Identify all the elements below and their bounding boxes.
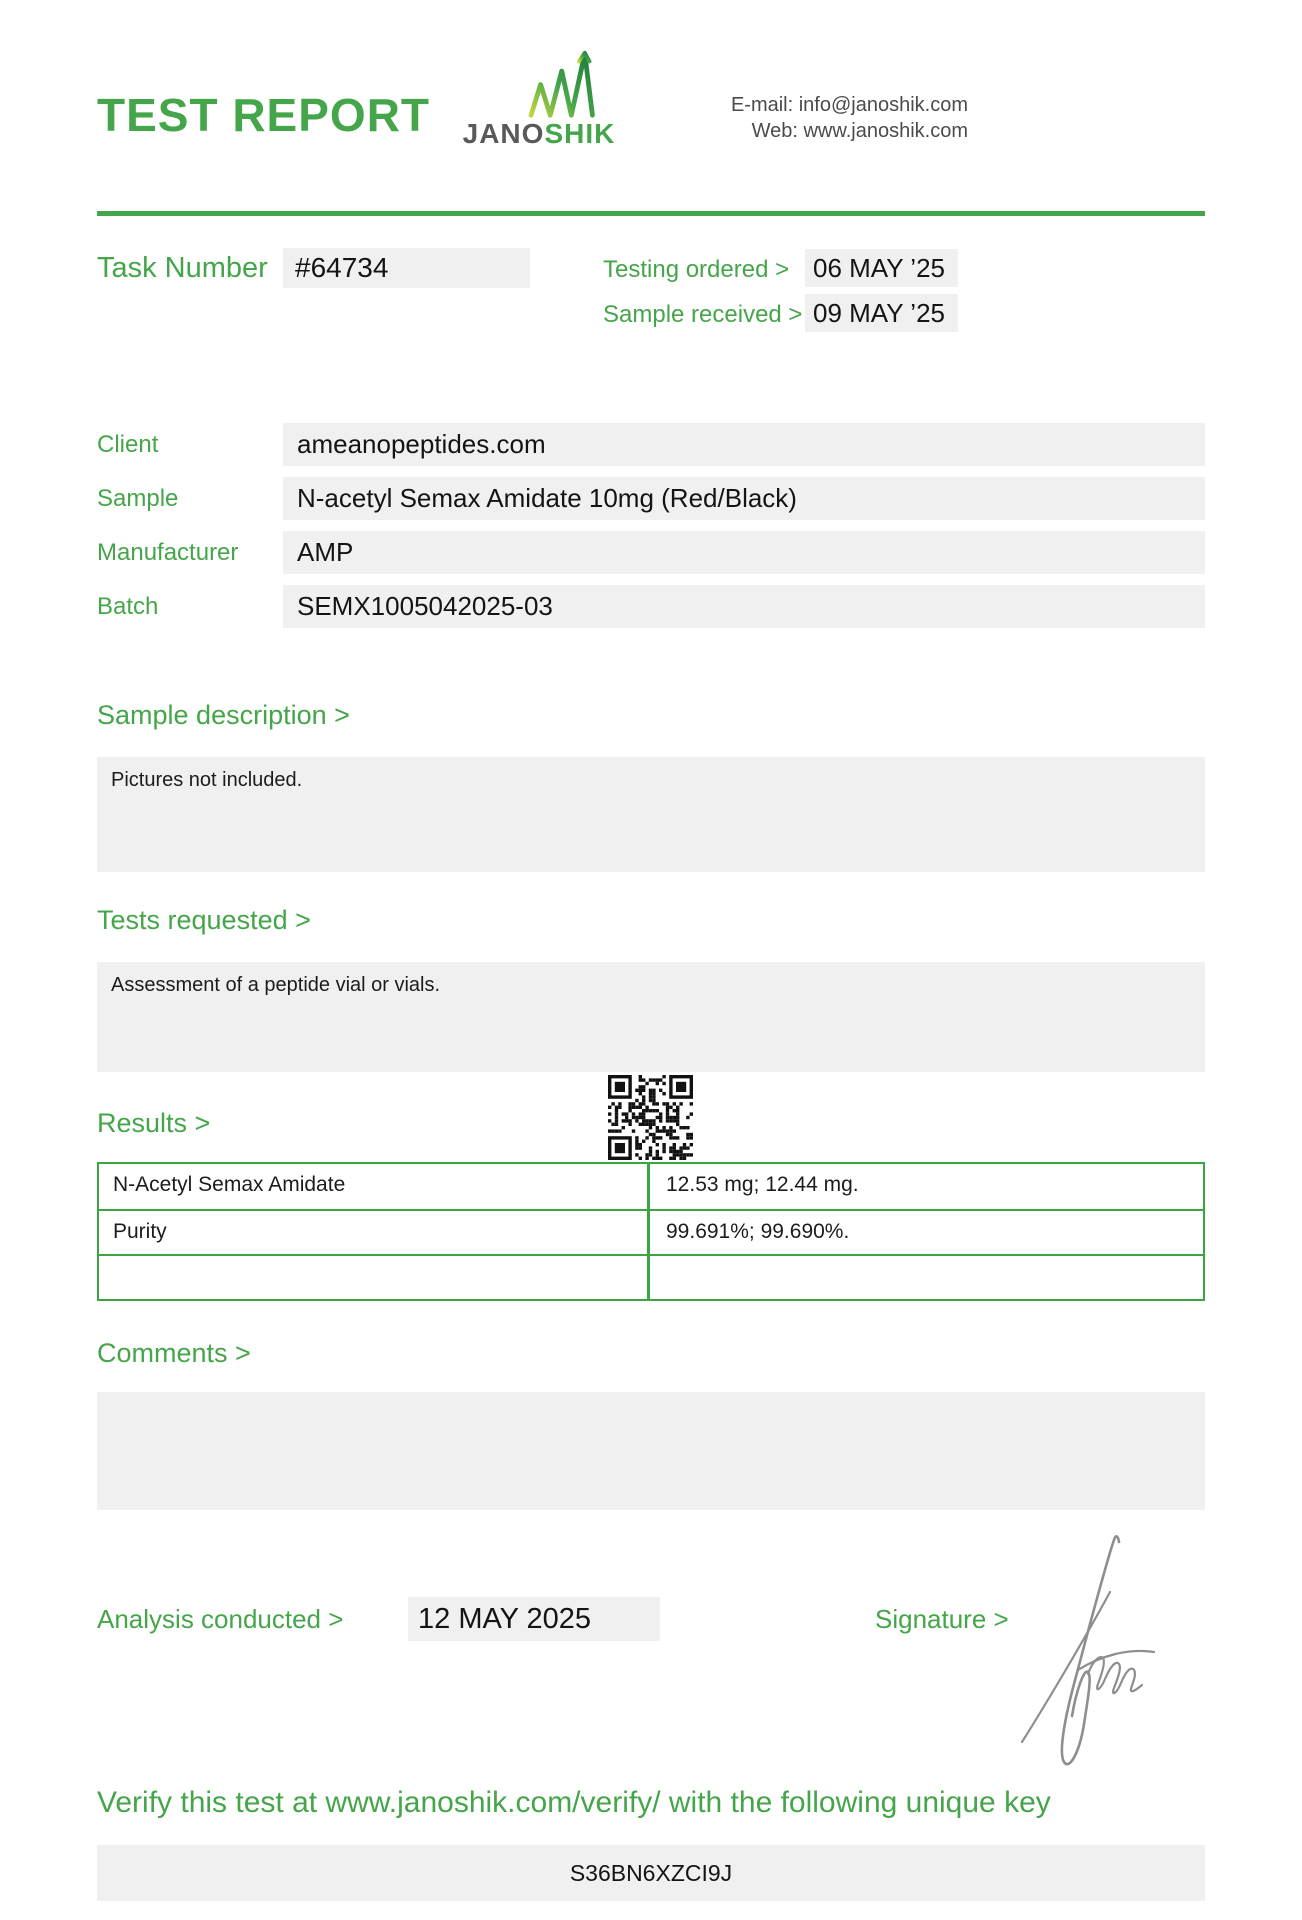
sample-value: N-acetyl Semax Amidate 10mg (Red/Black): [283, 477, 1205, 520]
sample-received-value: 09 MAY ’25: [805, 294, 958, 332]
table-row: [99, 1254, 1203, 1299]
table-row: [99, 1164, 1203, 1209]
sample-label: Sample: [97, 485, 179, 512]
unique-key-value: S36BN6XZCI9J: [97, 1845, 1205, 1901]
signature-image: [1012, 1528, 1172, 1780]
batch-value: SEMX1005042025-03: [283, 585, 1205, 628]
analysis-conducted-label: Analysis conducted >: [97, 1604, 344, 1634]
result-name: Purity: [99, 1211, 650, 1254]
comments-box: [97, 1392, 1205, 1510]
header-divider: [97, 211, 1205, 216]
batch-label: Batch: [97, 593, 159, 620]
logo-text-shik: SHIK: [544, 118, 616, 149]
logo-text-jano: JANO: [462, 118, 545, 149]
result-value: 99.691%; 99.690%.: [666, 1220, 850, 1243]
manufacturer-value: AMP: [283, 531, 1205, 574]
testing-ordered-label: Testing ordered >: [603, 256, 790, 283]
logo-wordmark: [459, 118, 619, 150]
comments-heading: Comments >: [97, 1338, 251, 1368]
sample-description-box: Pictures not included.: [97, 757, 1205, 872]
signature-label: Signature >: [875, 1604, 1009, 1634]
testing-ordered-value: 06 MAY ’25: [805, 249, 958, 287]
result-name: N-Acetyl Semax Amidate: [99, 1164, 650, 1209]
task-number-label: Task Number: [97, 252, 268, 284]
table-row: [99, 1209, 1203, 1254]
manufacturer-label: Manufacturer: [97, 539, 239, 566]
result-value: [650, 1256, 1203, 1299]
contact-web: Web: www.janoshik.com: [751, 120, 968, 142]
sample-description-heading: Sample description >: [97, 700, 350, 730]
sample-received-label: Sample received >: [603, 301, 803, 328]
task-number-value: #64734: [283, 248, 530, 288]
results-table: [97, 1162, 1205, 1301]
client-value: ameanopeptides.com: [283, 423, 1205, 466]
result-value: 12.53 mg; 12.44 mg.: [666, 1173, 859, 1196]
results-heading: Results >: [97, 1108, 211, 1138]
verify-instruction: Verify this test at www.janoshik.com/verify/ with the following unique key: [97, 1786, 1051, 1819]
client-label: Client: [97, 431, 159, 458]
tests-requested-box: Assessment of a peptide vial or vials.: [97, 962, 1205, 1072]
analysis-date-value: 12 MAY 2025: [408, 1597, 660, 1641]
contact-block: [605, 92, 968, 144]
contact-email: E-mail: info@janoshik.com: [730, 94, 968, 116]
janoshik-logo-icon: [500, 48, 610, 120]
result-name: [99, 1256, 650, 1299]
page-title: TEST REPORT: [97, 89, 431, 141]
tests-requested-heading: Tests requested >: [97, 905, 311, 935]
qr-code: [608, 1075, 693, 1160]
